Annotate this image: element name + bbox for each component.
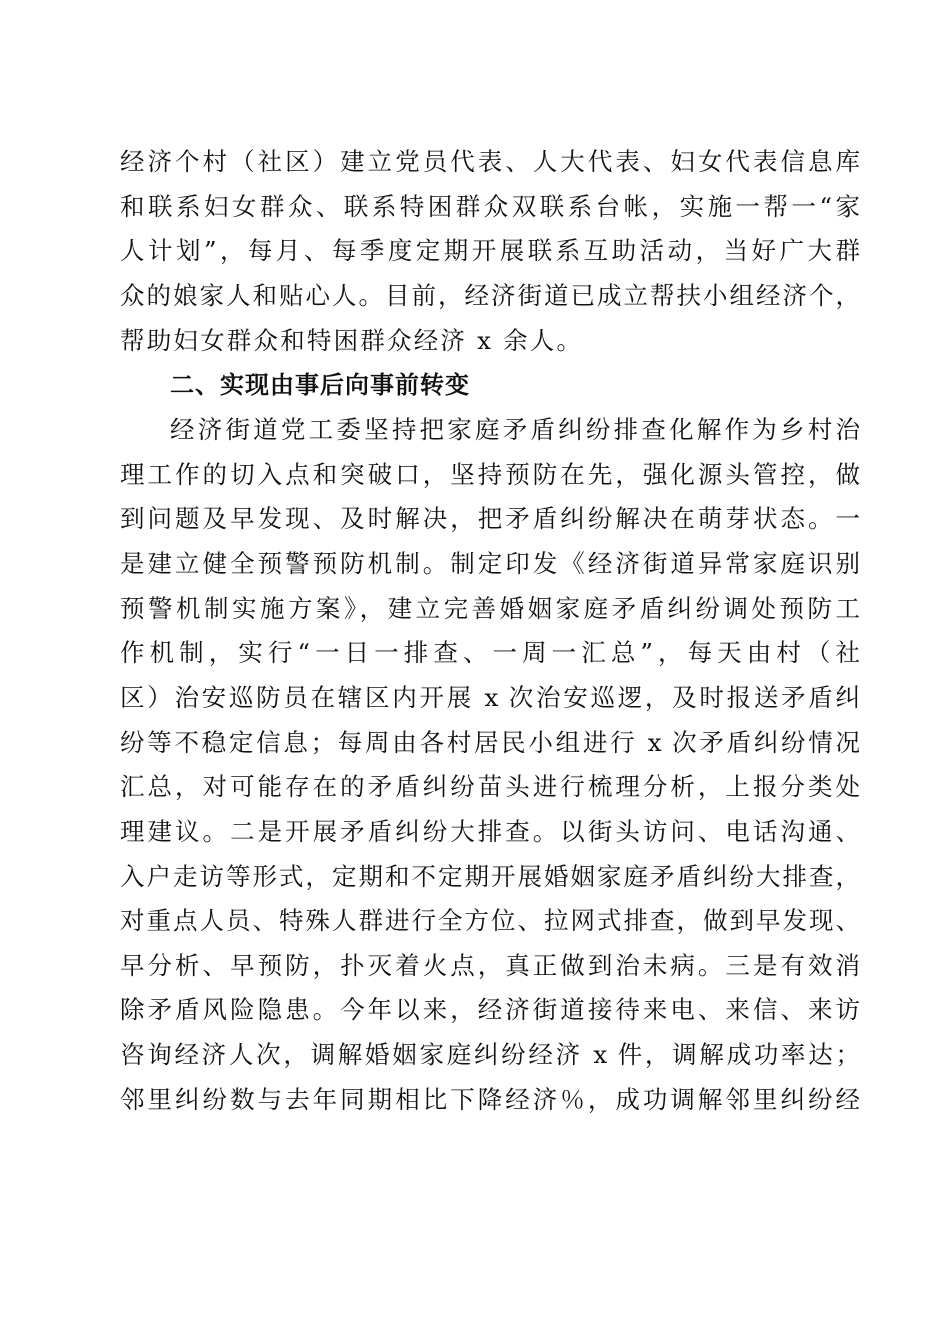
text-line: 是建立健全预警预防机制。制定印发《经济街道异常家庭识别 bbox=[120, 548, 860, 578]
text-line: 预警机制实施方案》，建立完善婚姻家庭矛盾纠纷调处预防工 bbox=[120, 593, 860, 623]
text-line: 理工作的切入点和突破口，坚持预防在先，强化源头管控，做 bbox=[120, 459, 860, 489]
text-line: 和联系妇女群众、联系特困群众双联系台帐，实施一帮一“家 bbox=[120, 191, 860, 221]
text-line: 经济街道党工委坚持把家庭矛盾纠纷排查化解作为乡村治 bbox=[170, 414, 860, 444]
text-line: 纷等不稳定信息；每周由各村居民小组进行 x 次矛盾纠纷情况 bbox=[120, 727, 860, 757]
text-line: 经济个村（社区）建立党员代表、人大代表、妇女代表信息库 bbox=[120, 147, 860, 176]
text-line: 区）治安巡防员在辖区内开展 x 次治安巡逻，及时报送矛盾纠 bbox=[120, 682, 860, 712]
text-line: 汇总，对可能存在的矛盾纠纷苗头进行梳理分析，上报分类处 bbox=[120, 772, 860, 802]
text-line: 众的娘家人和贴心人。目前，经济街道已成立帮扶小组经济个， bbox=[120, 280, 860, 310]
section-heading: 二、实现由事后向事前转变 bbox=[170, 371, 470, 400]
text-line: 早分析、早预防，扑灭着火点，真正做到治未病。三是有效消 bbox=[120, 950, 860, 980]
text-line: 到问题及早发现、及时解决，把矛盾纠纷解决在萌芽状态。一 bbox=[120, 504, 860, 534]
text-line: 对重点人员、特殊人群进行全方位、拉网式排查，做到早发现、 bbox=[120, 906, 860, 936]
text-line: 除矛盾风险隐患。今年以来，经济街道接待来电、来信、来访 bbox=[120, 995, 860, 1025]
text-line: 人计划”，每月、每季度定期开展联系互助活动，当好广大群 bbox=[120, 236, 860, 266]
text-line: 邻里纠纷数与去年同期相比下降经济％，成功调解邻里纠纷经 bbox=[120, 1084, 860, 1114]
text-line: 帮助妇女群众和特困群众经济 x 余人。 bbox=[120, 325, 584, 355]
text-line: 入户走访等形式，定期和不定期开展婚姻家庭矛盾纠纷大排查， bbox=[120, 861, 860, 891]
text-line: 理建议。二是开展矛盾纠纷大排查。以街头访问、电话沟通、 bbox=[120, 816, 860, 846]
text-line: 作机制，实行“一日一排查、一周一汇总”，每天由村（社 bbox=[120, 638, 860, 668]
text-line: 咨询经济人次，调解婚姻家庭纠纷经济 x 件，调解成功率达； bbox=[120, 1040, 860, 1070]
body-text bbox=[120, 140, 860, 1122]
